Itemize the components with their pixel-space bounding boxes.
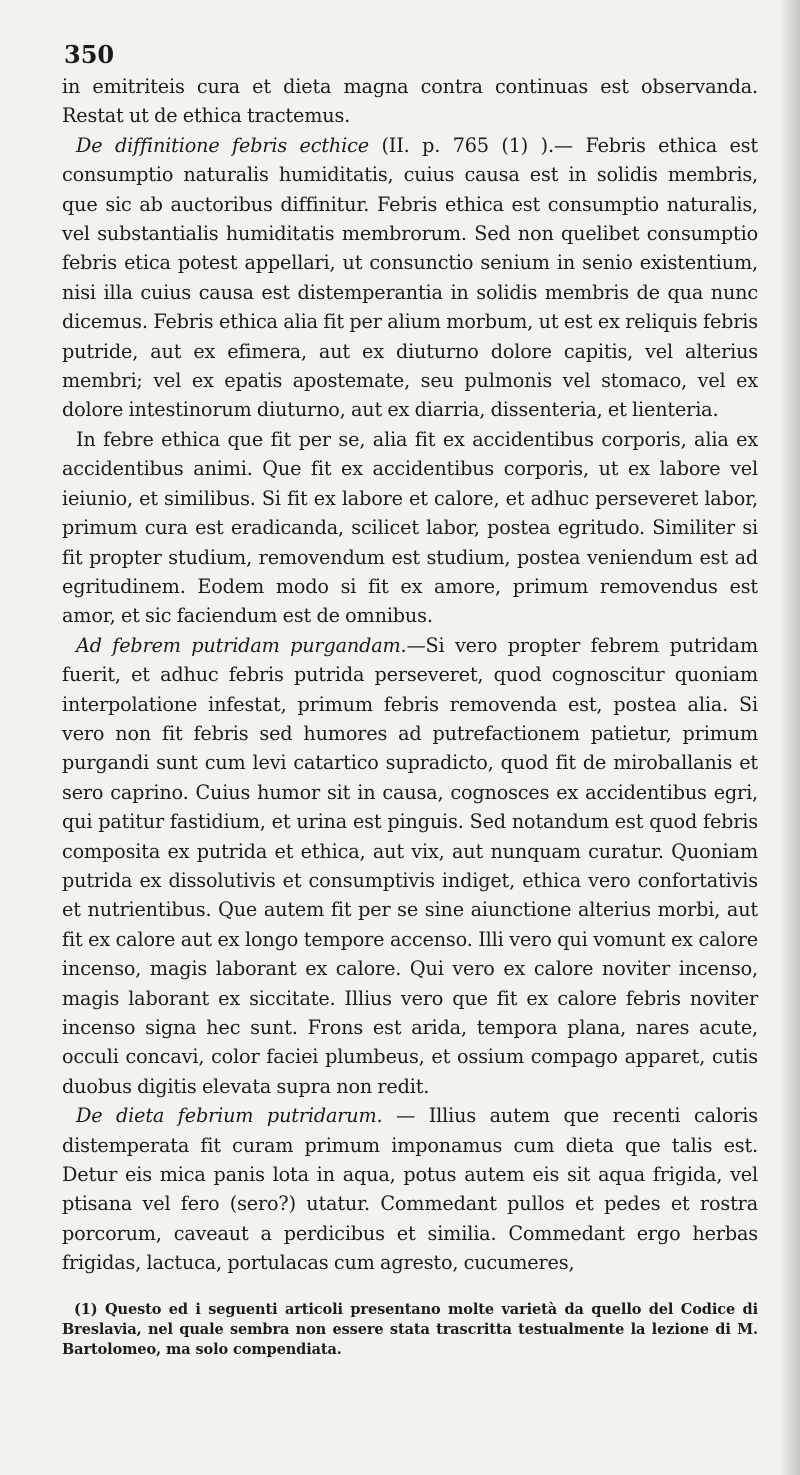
footnotes [62, 1300, 758, 1360]
footnote-1: (1) Questo ed i seguenti articoli presentano molte varietà da quello del Codice di Breslavia, nel quale sembra non essere stata trascritta testualmente la lezione di M. Bartolomeo, ma solo compendiata. [62, 1300, 758, 1358]
paragraph-2 [62, 131, 758, 425]
paragraph-3 [62, 425, 758, 631]
paragraph-4-text: —Si vero propter febrem putridam fuerit, et adhuc febris putrida perseveret, quod cognoscitur quoniam interpolatione infestat, primum febris removenda est, postea alia. Si vero non fit febris sed humores ad putrefactionem patietur, primum purgandi sunt cum levi catartico supradicto, quod fit de miroballanis et sero caprino. Cuius humor sit in causa, cognosces ex accidentibus egri, qui patitur fastidium, et urina est pinguis. Sed notandum est quod febris composita ex putrida et ethica, aut vix, aut nunquam curatur. Quoniam putrida ex dissolutivis et consumptivis indiget, ethica vero confortativis et nutrientibus. Que autem fit per se sine aiunctione alterius morbi, aut fit ex calore aut ex longo tempore accenso. Illi vero qui vomunt ex calore incenso, magis laborant ex calore. Qui vero ex calore noviter incenso, magis laborant ex siccitate. Illius vero que fit ex calore febris noviter incenso signa hec sunt. Frons est arida, tempora plana, nares acute, occuli concavi, color faciei plumbeus, et ossium compago apparet, cutis duobus digitis elevata supra non redit. [62, 633, 758, 1098]
paragraph-2-text: (II. p. 765 (1) ).— Febris ethica est consumptio naturalis humiditatis, cuius causa est in solidis membris, que sic ab auctoribus diffinitur. Febris ethica est consumptio naturalis, vel substantialis humiditatis membrorum. Sed non quelibet consumptio febris etica potest appellari, ut consunctio senium in senio existentium, nisi illa cuius causa est distemperantia in solidis membris de qua nunc dicemus. Febris ethica alia fit per alium morbum, ut est ex reliquis febris putride, aut ex efimera, aut ex diuturno dolore capitis, vel alterius membri; vel ex epatis apostemate, seu pulmonis vel stomaco, vel ex dolore intestinorum diuturno, aut ex diarria, dissenteria, et lienteria. [62, 133, 758, 422]
paragraph-3-text: In febre ethica que fit per se, alia fit ex accidentibus corporis, alia ex accidentibus animi. Que fit ex accidentibus corporis, ut ex labore vel ieiunio, et similibus. Si fit ex labore et calore, et adhuc perseveret labor, primum cura est eradicanda, scilicet labor, postea egritudo. Similiter si fit propter studium, removendum est studium, postea veniendum est ad egritudinem. Eodem modo si fit ex amore, primum removendus est amor, et sic faciendum est de omnibus. [62, 427, 758, 628]
paragraph-4 [62, 631, 758, 1102]
main-text [62, 72, 758, 1278]
paragraph-1 [62, 72, 758, 131]
section-heading-febrem-putridam: Ad febrem putridam purgandam. [76, 633, 407, 657]
paragraph-1-text: in emitriteis cura et dieta magna contra continuas est observanda. Restat ut de ethica tractemus. [62, 75, 758, 128]
paragraph-5 [62, 1101, 758, 1277]
section-heading-diffinitione: De diffinitione febris ecthice [76, 133, 369, 157]
paragraph-5-text: — Illius autem que recenti caloris distemperata fit curam primum imponamus cum dieta que talis est. Detur eis mica panis lota in aqua, potus autem eis sit aqua frigida, vel ptisana vel fero (sero?) utatur. Commedant pullos et pedes et rostra porcorum, caveaut a perdicibus et similia. Commedant ergo herbas frigidas, lactuca, portulacas cum agresto, cucumeres, [62, 1104, 758, 1275]
page-number: 350 [64, 40, 115, 69]
section-heading-dieta: De dieta febrium putridarum. [76, 1104, 383, 1128]
